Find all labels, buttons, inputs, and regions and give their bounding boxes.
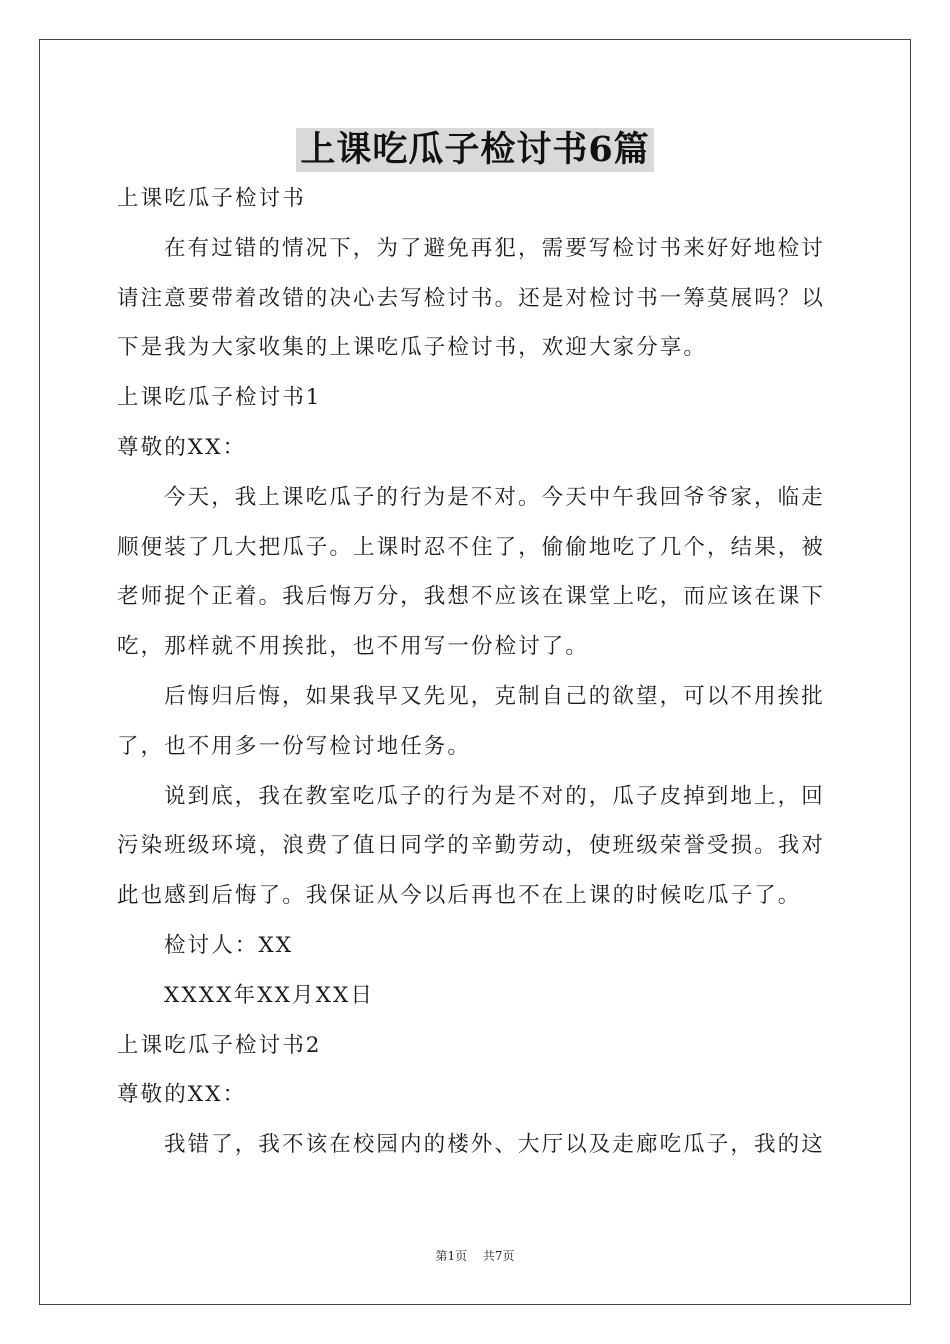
body-line: 在有过错的情况下，为了避免再犯，需要写检讨书来好好地检讨 [164,235,825,261]
body-line: 后悔归后悔，如果我早又先见，克制自己的欲望，可以不用挨批 [164,683,825,709]
body-line: 请注意要带着改错的决心去写检讨书。还是对检讨书一筹莫展吗？以 [117,285,826,311]
body-line: 下是我为大家收集的上课吃瓜子检讨书，欢迎大家分享。 [117,335,708,361]
body-line: 了，也不用多一份写检讨地任务。 [117,733,472,759]
signature-line: 检讨人：XX [164,932,294,958]
salutation: 尊敬的XX： [117,1082,247,1108]
body-line: 老师捉个正着。我后悔万分，我想不应该在课堂上吃，而应该在课下 [117,584,826,610]
body-line: 此也感到后悔了。我保证从今以后再也不在上课的时候吃瓜子了。 [117,883,802,909]
section-heading: 上课吃瓜子检讨书1 [117,385,322,411]
title-container [0,128,950,172]
body-line: 污染班级环境，浪费了值日同学的辛勤劳动，使班级荣誉受损。我对 [117,833,826,859]
document-title: 上课吃瓜子检讨书6篇 [296,128,653,172]
body-line: 吃，那样就不用挨批，也不用写一份检讨了。 [117,634,590,660]
salutation: 尊敬的XX： [117,434,247,460]
section-heading: 上课吃瓜子检讨书2 [117,1032,322,1058]
page-footer [0,1247,950,1264]
body-line: 上课吃瓜子检讨书 [117,186,306,211]
body-line: 今天，我上课吃瓜子的行为是不对。今天中午我回爷爷家，临走 [164,484,825,510]
document-body [117,174,833,1170]
page-number: 第1页 [435,1249,468,1263]
body-line: 说到底，我在教室吃瓜子的行为是不对的，瓜子皮掉到地上，回 [164,783,825,809]
body-line: 我错了，我不该在校园内的楼外、大厅以及走廊吃瓜子，我的这 [164,1132,825,1158]
date-line: XXXX年XX月XX日 [164,982,375,1008]
body-line: 顺便装了几大把瓜子。上课时忍不住了，偷偷地吃了几个，结果，被 [117,534,826,560]
page-total: 共7页 [482,1249,515,1263]
